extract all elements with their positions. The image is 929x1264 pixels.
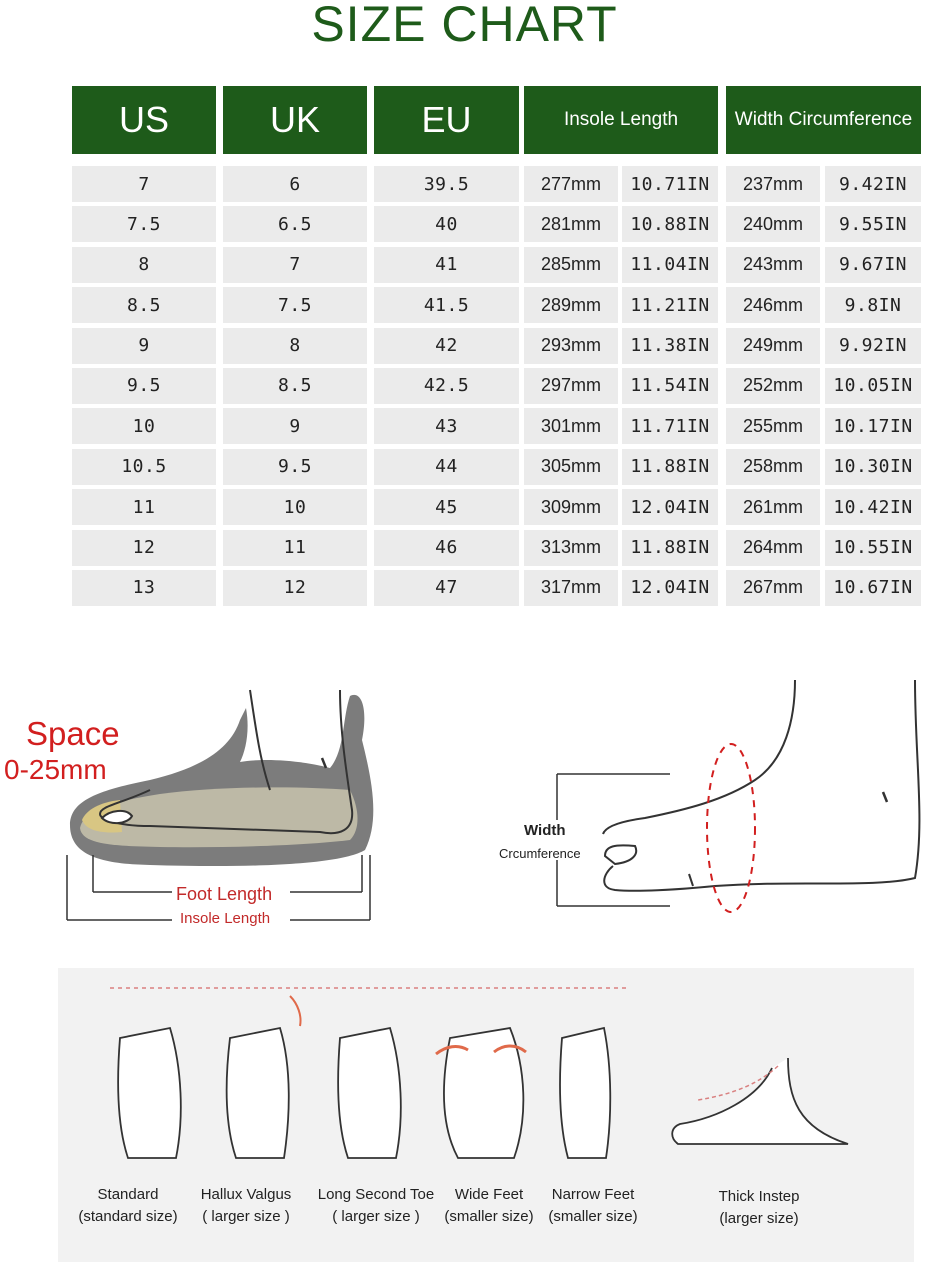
width-mm-cell: 252mm (726, 368, 820, 404)
foot-type-thick-instep (704, 1186, 814, 1230)
eu-cell: 43 (374, 408, 519, 444)
width-mm-cell: 249mm (726, 328, 820, 364)
width-in-cell: 10.17IN (825, 408, 921, 444)
foot-type-name: Wide Feet (454, 1186, 524, 1203)
insole-length-label: Insole Length (180, 910, 271, 927)
foot-type-note: ( larger size ) (202, 1208, 290, 1225)
width-in-cell: 10.55IN (825, 530, 921, 566)
uk-cell: 9.5 (223, 449, 367, 485)
header-eu: EU (374, 86, 519, 154)
us-cell: 9.5 (72, 368, 216, 404)
width-in-cell: 10.42IN (825, 489, 921, 525)
uk-cell: 10 (223, 489, 367, 525)
uk-cell: 7 (223, 247, 367, 283)
insole-mm-cell: 289mm (524, 287, 618, 323)
us-cell: 10 (72, 408, 216, 444)
foot-type-note: (larger size) (719, 1210, 799, 1227)
header-us: US (72, 86, 216, 154)
table-body (72, 166, 922, 610)
insole-in-cell: 11.21IN (622, 287, 718, 323)
insole-mm-cell: 285mm (524, 247, 618, 283)
width-mm-cell: 237mm (726, 166, 820, 202)
page-title: SIZE CHART (311, 0, 618, 52)
insole-mm-cell: 313mm (524, 530, 618, 566)
width-mm-cell: 261mm (726, 489, 820, 525)
width-mm-cell: 264mm (726, 530, 820, 566)
foot-length-label: Foot Length (176, 884, 273, 904)
insole-in-cell: 11.71IN (622, 408, 718, 444)
eu-cell: 41 (374, 247, 519, 283)
insole-mm-cell: 281mm (524, 206, 618, 242)
foot-type-name: Narrow Feet (551, 1186, 635, 1203)
table-row (72, 408, 922, 448)
header-uk: UK (223, 86, 367, 154)
insole-mm-cell: 305mm (524, 449, 618, 485)
uk-cell: 7.5 (223, 287, 367, 323)
insole-mm-cell: 293mm (524, 328, 618, 364)
insole-in-cell: 12.04IN (622, 489, 718, 525)
eu-cell: 39.5 (374, 166, 519, 202)
width-mm-cell: 246mm (726, 287, 820, 323)
header-insole-length: Insole Length (524, 86, 718, 154)
size-table (72, 86, 922, 610)
eu-cell: 42 (374, 328, 519, 364)
width-mm-cell: 255mm (726, 408, 820, 444)
width-in-cell: 9.92IN (825, 328, 921, 364)
insole-mm-cell: 317mm (524, 570, 618, 606)
eu-cell: 42.5 (374, 368, 519, 404)
insole-in-cell: 12.04IN (622, 570, 718, 606)
insole-in-cell: 11.04IN (622, 247, 718, 283)
width-in-cell: 9.42IN (825, 166, 921, 202)
width-mm-cell: 267mm (726, 570, 820, 606)
foot-type-hallux-valgus (176, 1184, 316, 1228)
width-mm-cell: 240mm (726, 206, 820, 242)
us-cell: 10.5 (72, 449, 216, 485)
foot-type-long-second-toe (304, 1184, 448, 1228)
insole-length-diagram (0, 650, 420, 940)
width-in-cell: 10.30IN (825, 449, 921, 485)
table-row (72, 247, 922, 287)
space-label: Space (26, 715, 120, 752)
uk-cell: 8.5 (223, 368, 367, 404)
foot-type-name: Long Second Toe (317, 1186, 435, 1203)
width-mm-cell: 243mm (726, 247, 820, 283)
space-range-label: 0-25mm (4, 754, 107, 785)
us-cell: 7 (72, 166, 216, 202)
us-cell: 8 (72, 247, 216, 283)
eu-cell: 47 (374, 570, 519, 606)
eu-cell: 40 (374, 206, 519, 242)
insole-in-cell: 11.38IN (622, 328, 718, 364)
foot-type-wide-feet (434, 1184, 544, 1228)
table-header-row (72, 86, 922, 154)
header-width-circumference: Width Circumference (726, 86, 921, 154)
insole-in-cell: 10.88IN (622, 206, 718, 242)
table-row (72, 449, 922, 489)
eu-cell: 46 (374, 530, 519, 566)
width-in-cell: 10.67IN (825, 570, 921, 606)
table-row (72, 489, 922, 529)
width-in-cell: 9.55IN (825, 206, 921, 242)
uk-cell: 6 (223, 166, 367, 202)
uk-cell: 9 (223, 408, 367, 444)
table-row (72, 570, 922, 610)
table-row (72, 206, 922, 246)
us-cell: 12 (72, 530, 216, 566)
foot-type-note: (smaller size) (444, 1208, 534, 1225)
width-circumference-diagram (495, 660, 929, 930)
table-row (72, 530, 922, 570)
foot-type-narrow-feet (538, 1184, 648, 1228)
uk-cell: 12 (223, 570, 367, 606)
width-mm-cell: 258mm (726, 449, 820, 485)
table-row (72, 368, 922, 408)
insole-in-cell: 11.88IN (622, 530, 718, 566)
uk-cell: 11 (223, 530, 367, 566)
width-in-cell: 9.67IN (825, 247, 921, 283)
circumference-label: Crcumference (499, 846, 581, 861)
foot-types-panel (58, 968, 914, 1262)
width-label: Width (524, 822, 566, 839)
insole-mm-cell: 297mm (524, 368, 618, 404)
us-cell: 13 (72, 570, 216, 606)
insole-mm-cell: 277mm (524, 166, 618, 202)
insole-in-cell: 10.71IN (622, 166, 718, 202)
insole-mm-cell: 309mm (524, 489, 618, 525)
eu-cell: 41.5 (374, 287, 519, 323)
insole-in-cell: 11.88IN (622, 449, 718, 485)
us-cell: 11 (72, 489, 216, 525)
table-row (72, 287, 922, 327)
foot-width-illustration (495, 660, 929, 930)
foot-type-note: ( larger size ) (332, 1208, 420, 1225)
foot-type-note: (smaller size) (548, 1208, 638, 1225)
uk-cell: 8 (223, 328, 367, 364)
eu-cell: 45 (374, 489, 519, 525)
us-cell: 8.5 (72, 287, 216, 323)
foot-type-note: (standard size) (78, 1208, 178, 1225)
foot-type-name: Hallux Valgus (200, 1186, 292, 1203)
width-in-cell: 10.05IN (825, 368, 921, 404)
uk-cell: 6.5 (223, 206, 367, 242)
insole-in-cell: 11.54IN (622, 368, 718, 404)
table-row (72, 166, 922, 206)
width-in-cell: 9.8IN (825, 287, 921, 323)
insole-mm-cell: 301mm (524, 408, 618, 444)
us-cell: 9 (72, 328, 216, 364)
foot-type-name: Thick Instep (718, 1188, 800, 1205)
us-cell: 7.5 (72, 206, 216, 242)
foot-type-name: Standard (97, 1186, 159, 1203)
eu-cell: 44 (374, 449, 519, 485)
table-row (72, 328, 922, 368)
